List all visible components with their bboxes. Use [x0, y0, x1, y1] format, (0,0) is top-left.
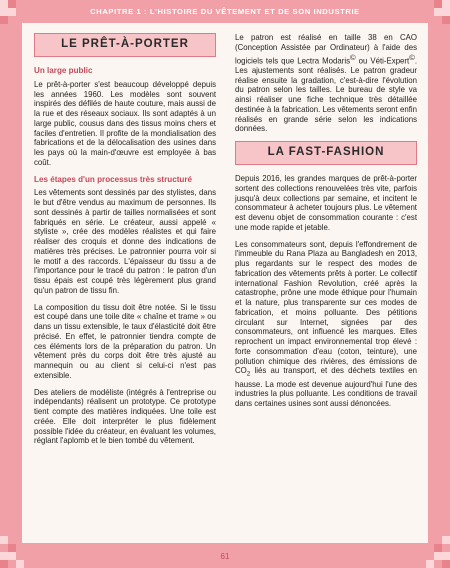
section-title: LE PRÊT-À-PORTER: [61, 38, 189, 51]
paragraph: Les vêtements sont dessinés par des stylistes, dans le but d'être vendus au maximum de personnes. Ils sont dessinés à partir de tailles normalisées et sont fabriqués en série. Le créateur, aussi appelé « styliste », crée des modèles réalistes et qui faire réaliser des croquis et donne des indications de matières très précises. Le patronnier pourra voir si le motif a des raccords. L'épaisseur du tissu a de l'importance pour le tracé du patron : le patron d'un tissu épais est coupé très légèrement plus grand qu'un patron de tissu fin.: [34, 188, 216, 295]
subheading-process-steps: Les étapes d'un processus très structuré: [34, 174, 193, 184]
text-run: Le patron est réalisé en taille 38 en CAO (Conception Assistée par Ordinateur) à l'aide des logiciels tels que Lectra Modaris: [235, 33, 417, 66]
chapter-header: [0, 0, 450, 22]
section-banner-pret-a-porter: [34, 33, 216, 57]
paragraph-consumers: [235, 240, 417, 409]
chapter-title: CHAPITRE 1 : L'HISTOIRE DU VÊTEMENT ET DE SON INDUSTRIE: [90, 6, 360, 16]
paragraph-cao: [235, 33, 417, 134]
copyright-mark: ©: [409, 52, 415, 62]
paragraph: Le prêt-à-porter s'est beaucoup développé depuis les années 1960. Les modèles sont souvent inspirés des défilés de haute couture, mais aussi de la rue et des réseaux sociaux. Ils sont adaptés à un large public, cousus dans des tissus moins chers et faciles d'entretien. Il profite de la mondialisation des fabrications et de la délocalisation des usines dans les pays où la main-d'œuvre est employée à bas coût.: [34, 79, 216, 167]
subscript: 2: [246, 370, 251, 378]
paragraph: Des ateliers de modéliste (intégrés à l'entreprise ou indépendants) réalisent un prototype. Ce prototype tient compte des matières indiquées. Une toile est créée. Elle doit interpréter le plus fidèlement possible l'idée du créateur, en évaluant les volumes, réglant l'aplomb et le bien tombé du vêtement.: [34, 387, 216, 446]
right-column: [235, 33, 417, 416]
page-footer: [0, 545, 450, 568]
page-number: 61: [220, 552, 230, 561]
copyright-mark: ©: [350, 52, 356, 62]
content-panel: [22, 23, 428, 543]
text-run: . Les ajustements sont réalisés. Le patron gradeur réalise ensuite la gradation, c'est-à-dire l'évolution du patron selon les tailles. Le bureau de style va ainsi réaliser une fiche technique très détaillée destinée à la fabrication. Les vêtements seront enfin réalisés en grande série selon les indications données.: [235, 56, 418, 134]
paragraph: La composition du tissu doit être notée. Si le tissu est coupé dans une toile dite « chaîne et trame » ou dans un tissu extensible, le taux d'élasticité doit être précisé. En effet, le patronnier tiendra compte de ces éléments lors de la préparation du patron. Un vêtement près du corps doit être très ajusté au mannequin ou au client si celui-ci n'est pas extensible.: [34, 302, 216, 380]
subheading-large-public: Un large public: [34, 66, 93, 75]
text-run: liés au transport, et des déchets textiles en hausse. La mode est devenue aujourd'hui l'une des industries la plus polluante. Les conditions de travail dans certaines usines sont aussi dénoncées.: [235, 366, 417, 409]
text-run: Les consommateurs sont, depuis l'effondrement de l'immeuble du Rana Plaza au Bangladesh en 2013, plus regardants sur le respect des modes de fabrication des vêtements prêts à porter. Le collectif international Fashion Revolution, créé après la catastrophe, prône une mode éthique pour l'humain et la nature, plus transparente sur ces modes de fabrication, et moins polluante. Des pétitions circulant sur Internet, signées par des consommateurs, ont influencé les marques. Elles reprochent un impact environnemental trop élevé : forte consommation d'eau (coton, teinture), une pollution chimique des rivières, des émissions de CO: [235, 239, 417, 376]
left-column: [34, 33, 216, 453]
section-banner-fast-fashion: [235, 141, 417, 165]
section-title: LA FAST-FASHION: [267, 146, 385, 159]
paragraph: Depuis 2016, les grandes marques de prêt-à-porter sortent des collections renouvelées très vite, parfois jusqu'à deux collections par semaine, et incitent le consommateur à acheter toujours plus. Le vêtement est devenu objet de consommation courante : c'est une mode rapide et jetable.: [235, 174, 417, 232]
text-run: ou Véti-Expert: [355, 56, 410, 66]
